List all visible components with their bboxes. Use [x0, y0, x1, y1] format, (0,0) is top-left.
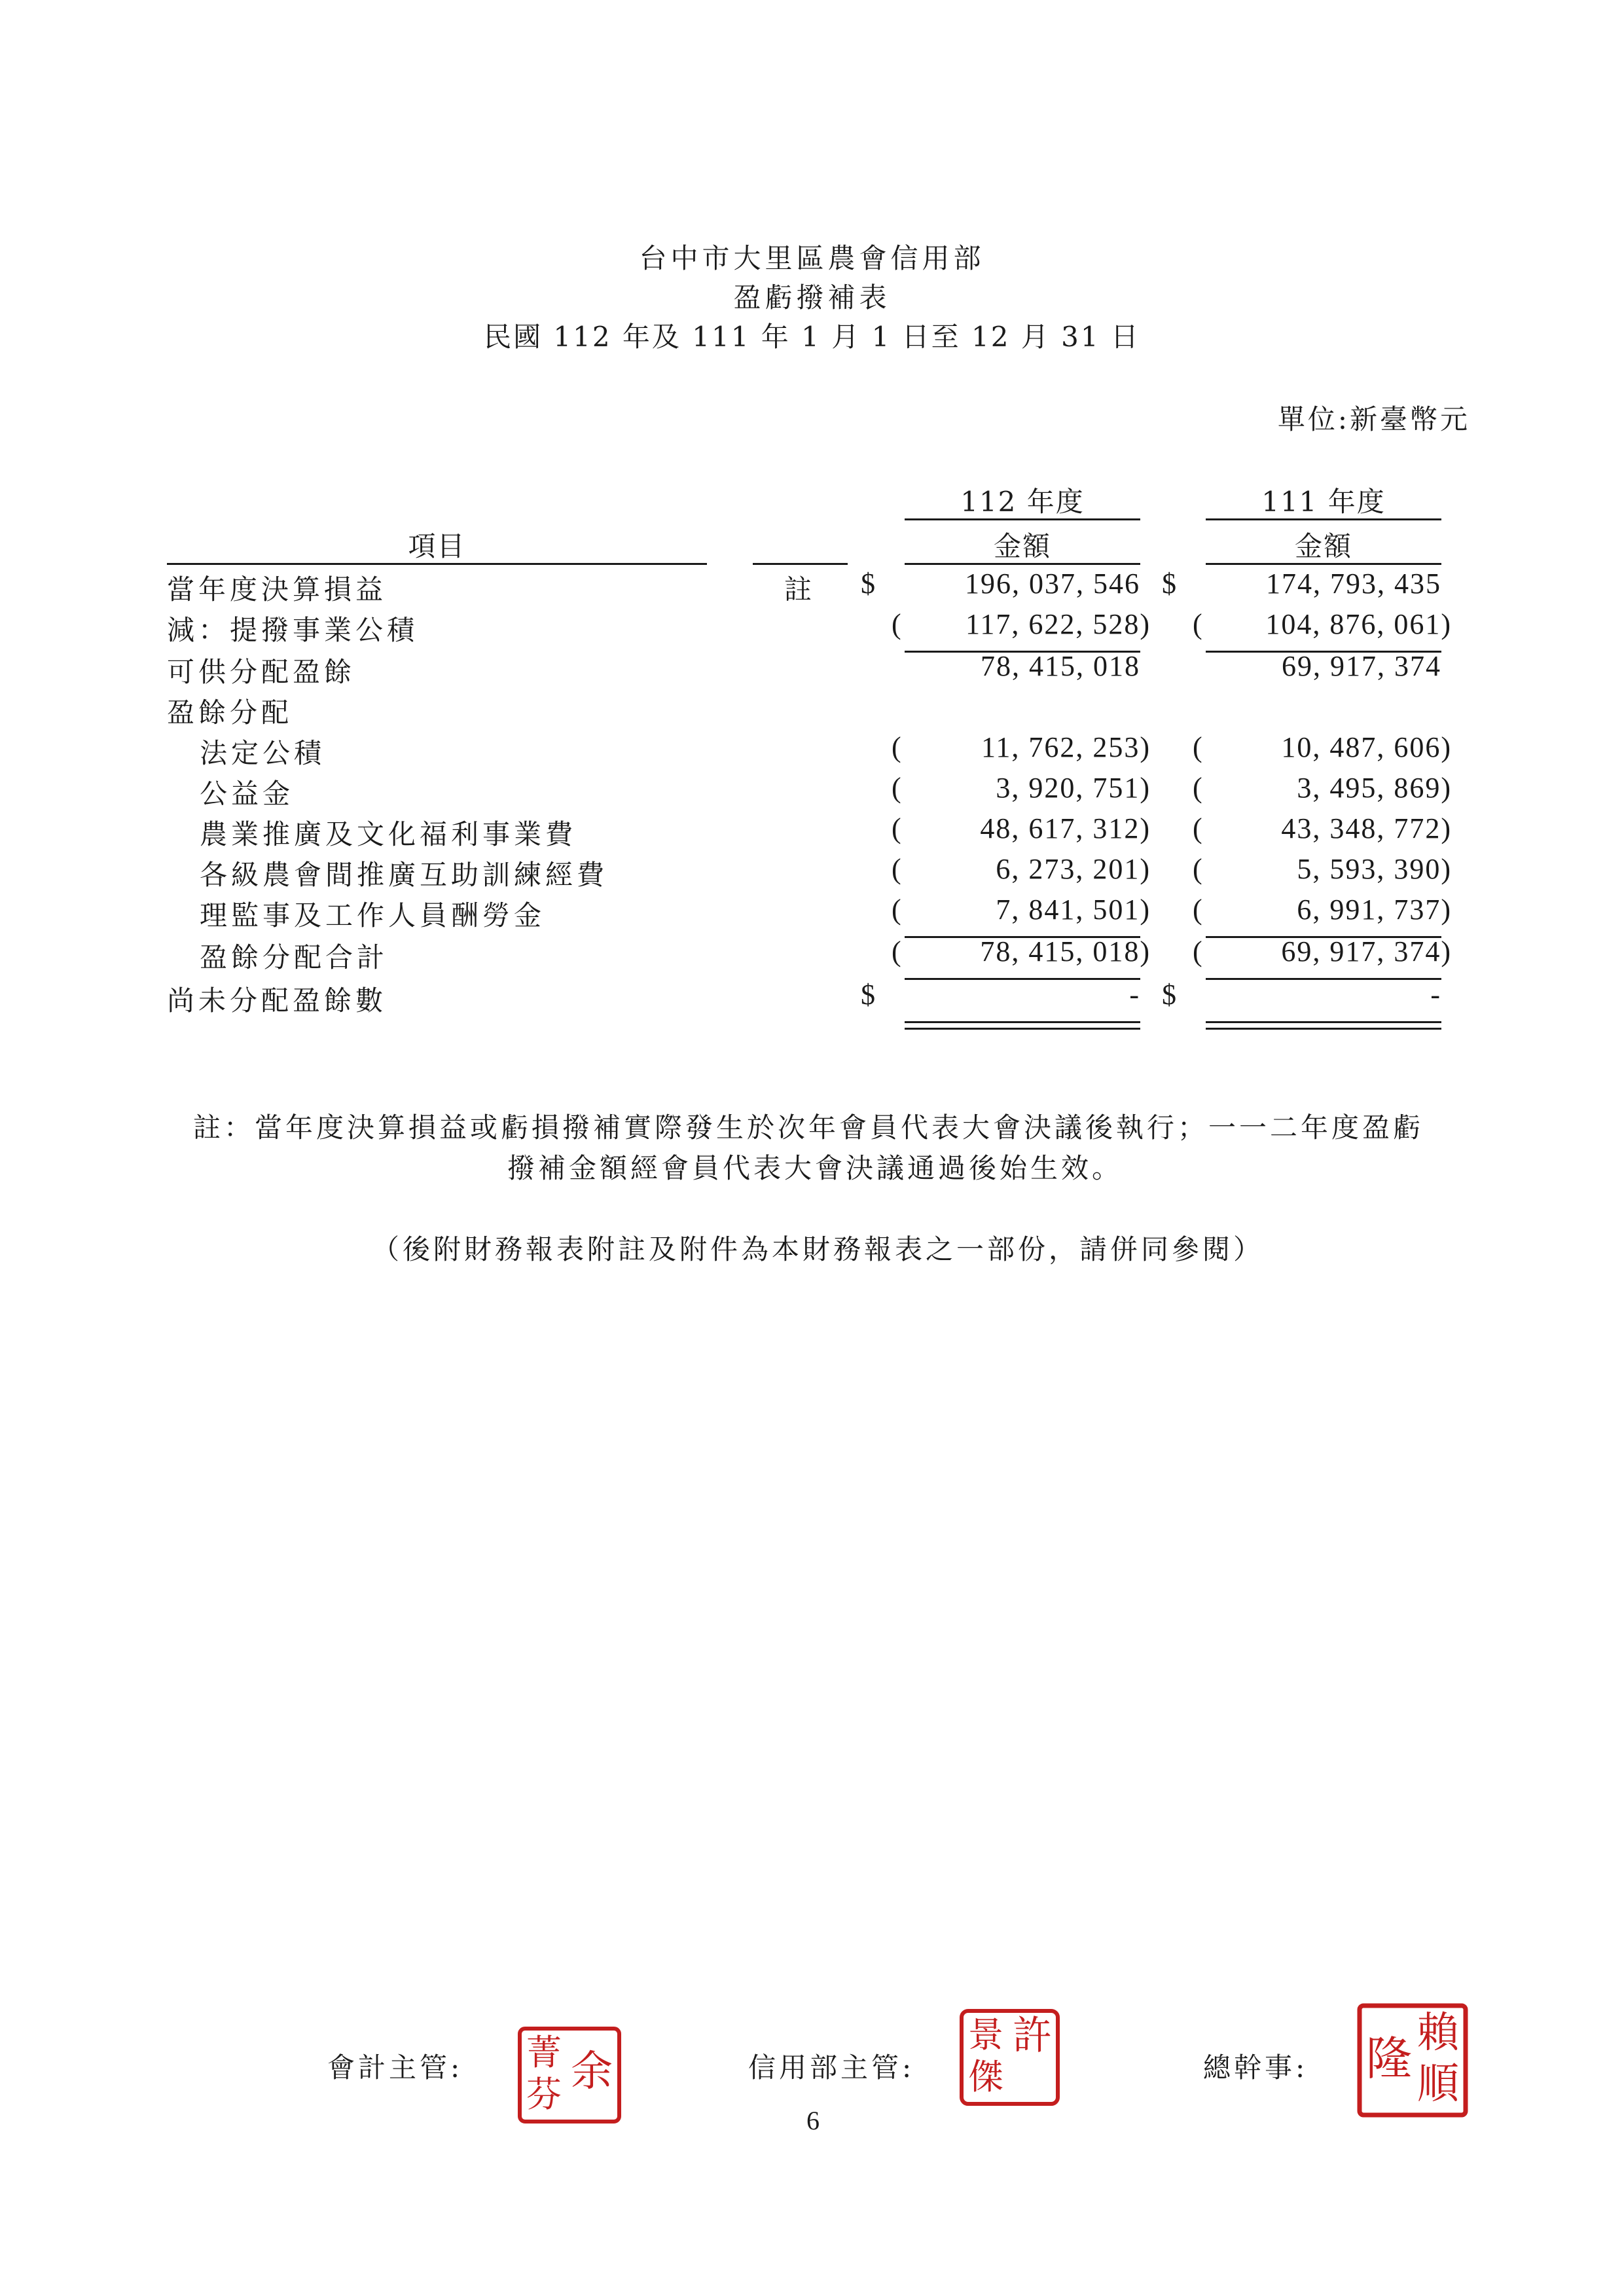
- seal-char: 賴: [1417, 2009, 1459, 2057]
- row-label-public-welfare: 公益金: [200, 778, 295, 810]
- value-112: 6, 273, 201): [996, 853, 1151, 885]
- credit-dept-seal: [959, 2008, 1060, 2106]
- value-112: 78, 415, 018): [980, 935, 1151, 967]
- currency-symbol: $: [1162, 568, 1176, 600]
- open-paren: (: [1193, 608, 1202, 640]
- value-112: -: [1129, 979, 1140, 1011]
- value-112: 117, 622, 528): [965, 608, 1151, 640]
- row-label-agri-promotion: 農業推廣及文化福利事業費: [200, 818, 577, 850]
- note-text-line2: 撥補金額經會員代表大會決議通過後始生效。: [507, 1152, 1123, 1184]
- accounting-seal: [517, 2026, 622, 2124]
- row-label-net-income: 當年度決算損益: [167, 573, 388, 605]
- open-paren: (: [892, 935, 901, 967]
- row-label-undistributed: 尚未分配盈餘數: [167, 985, 388, 1017]
- row-label-distributable: 可供分配盈餘: [167, 656, 356, 688]
- seal-char: 傑: [968, 2056, 1003, 2097]
- row-label-remuneration: 理監事及工作人員酬勞金: [200, 899, 546, 931]
- signature-label-accounting: 會計主管:: [327, 2051, 463, 2084]
- value-111: 6, 991, 737): [1297, 894, 1452, 926]
- open-paren: (: [1193, 812, 1202, 844]
- report-period: 民國 112 年及 111 年 1 月 1 日至 12 月 31 日: [484, 321, 1140, 353]
- double-rule-bottom-111: [1206, 1028, 1441, 1030]
- value-111: 69, 917, 374: [1282, 650, 1441, 682]
- open-paren: (: [1193, 894, 1202, 926]
- note-header-rule: [753, 563, 848, 565]
- amount-header-111: 金額: [1294, 530, 1352, 562]
- seal-char: 隆: [1366, 2032, 1412, 2086]
- value-112: 78, 415, 018: [981, 650, 1140, 682]
- year-underline-112: [905, 518, 1140, 520]
- open-paren: (: [892, 894, 901, 926]
- value-111: 69, 917, 374): [1281, 935, 1452, 967]
- year-underline-111: [1206, 518, 1441, 520]
- double-rule-top-111: [1206, 1021, 1441, 1023]
- amount-header-112: 金額: [993, 530, 1051, 562]
- value-112: 7, 841, 501): [996, 894, 1151, 926]
- currency-symbol: $: [1162, 979, 1176, 1011]
- item-header-rule: [167, 563, 707, 565]
- value-111: 104, 876, 061): [1265, 608, 1452, 640]
- row-label-legal-reserve: 法定公積: [200, 737, 326, 769]
- item-column-header: 項目: [408, 530, 466, 562]
- double-rule-top-112: [905, 1021, 1140, 1023]
- row-label-training-fund: 各級農會間推廣互助訓練經費: [200, 859, 609, 891]
- signature-label-credit-dept: 信用部主管:: [748, 2051, 915, 2084]
- year-header-111: 111 年度: [1261, 486, 1386, 518]
- amount-rule-112: [905, 563, 1140, 565]
- value-111: 3, 495, 869): [1297, 772, 1452, 804]
- value-111: 174, 793, 435: [1266, 568, 1441, 600]
- open-paren: (: [1193, 772, 1202, 804]
- open-paren: (: [1193, 935, 1202, 967]
- currency-unit: 單位:新臺幣元: [1277, 403, 1470, 435]
- page-number: 6: [806, 2106, 820, 2135]
- row-label-distribution-total: 盈餘分配合計: [200, 941, 389, 973]
- open-paren: (: [892, 608, 901, 640]
- seal-char: 芬: [526, 2074, 562, 2115]
- value-111: 10, 487, 606): [1281, 731, 1452, 763]
- row-label-less-reserve: 減：提撥事業公積: [167, 614, 419, 646]
- value-112: 48, 617, 312): [980, 812, 1151, 844]
- value-112: 11, 762, 253): [981, 731, 1151, 763]
- appendix-note: （後附財務報表附註及附件為本財務報表之一部份，請併同參閱）: [372, 1233, 1265, 1265]
- value-111: 43, 348, 772): [1281, 812, 1452, 844]
- seal-char: 景: [968, 2014, 1003, 2055]
- row-note-ref: 註: [784, 573, 816, 605]
- value-111: 5, 593, 390): [1297, 853, 1452, 885]
- amount-rule-111: [1206, 563, 1441, 565]
- currency-symbol: $: [861, 979, 875, 1011]
- open-paren: (: [892, 853, 901, 885]
- double-rule-bottom-112: [905, 1028, 1140, 1030]
- seal-char: 余: [571, 2048, 613, 2096]
- report-title: 盈虧撥補表: [733, 281, 891, 314]
- note-text-line1: 註：當年度決算損益或虧損撥補實際發生於次年會員代表大會決議後執行；一一二年度盈虧: [193, 1111, 1424, 1144]
- currency-symbol: $: [861, 568, 875, 600]
- seal-char: 菁: [526, 2032, 562, 2073]
- value-112: 196, 037, 546: [965, 568, 1140, 600]
- open-paren: (: [892, 731, 901, 763]
- general-manager-seal: [1357, 2003, 1468, 2118]
- seal-char: 順: [1417, 2060, 1459, 2108]
- open-paren: (: [1193, 853, 1202, 885]
- row-label-distribution: 盈餘分配: [167, 696, 293, 729]
- year-header-112: 112 年度: [960, 486, 1085, 518]
- open-paren: (: [892, 772, 901, 804]
- signature-label-general-manager: 總幹事:: [1203, 2051, 1308, 2084]
- seal-char: 許: [1013, 2013, 1052, 2059]
- value-112: 3, 920, 751): [996, 772, 1151, 804]
- open-paren: (: [892, 812, 901, 844]
- open-paren: (: [1193, 731, 1202, 763]
- value-111: -: [1430, 979, 1441, 1011]
- org-name: 台中市大里區農會信用部: [639, 242, 985, 274]
